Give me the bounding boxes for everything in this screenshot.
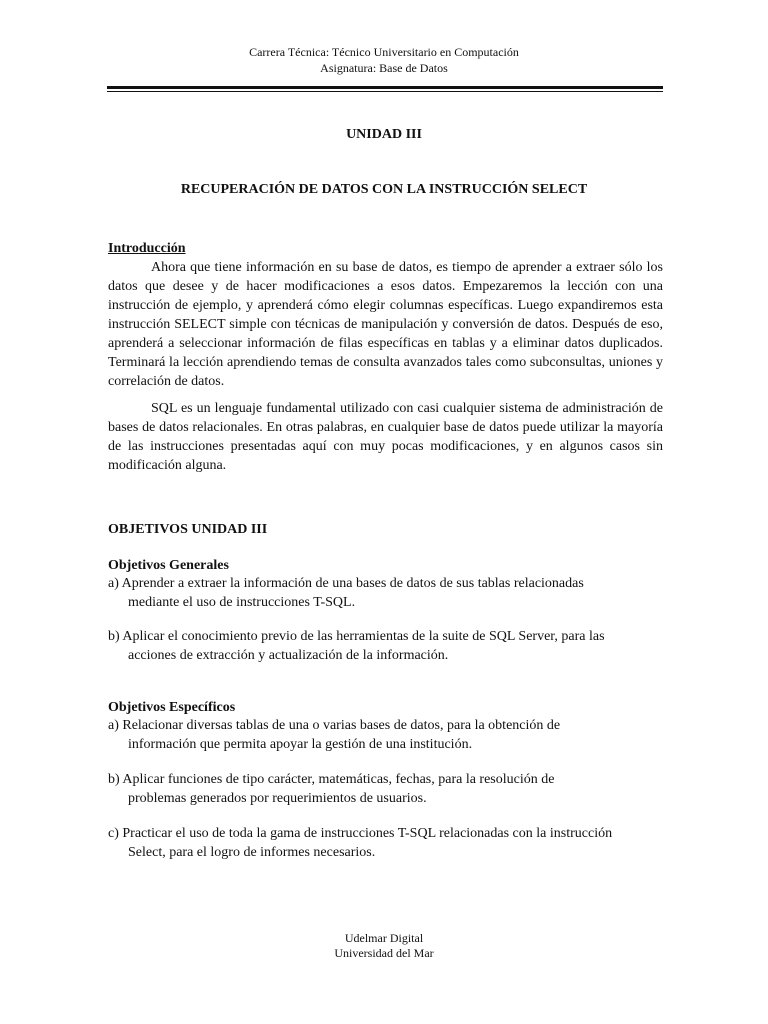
footer-brand: Udelmar Digital bbox=[344, 931, 424, 945]
unit-title: UNIDAD III bbox=[346, 127, 422, 142]
header-rule bbox=[107, 86, 663, 89]
page-header bbox=[0, 44, 768, 76]
objectives-heading: OBJETIVOS UNIDAD III bbox=[108, 522, 268, 537]
header-rule-thin bbox=[107, 91, 663, 92]
general-objective-b: b) Aplicar el conocimiento previo de las herramientas de la suite de SQL Server, para las acciones de extracción y actualización de la información. bbox=[108, 629, 605, 663]
intro-paragraph-2: SQL es un lenguaje fundamental utilizado con casi cualquier sistema de administración de bases de datos relacionales. En otras palabras, en cualquier base de datos puede utilizar la mayoría de las instrucciones presentadas aquí con muy pocas modificaciones, y en algunos casos sin modificación alguna. bbox=[108, 401, 663, 473]
general-objective-a: a) Aprender a extraer la información de una bases de datos de sus tablas relacionadas mediante el uso de instrucciones T-SQL. bbox=[108, 576, 584, 610]
header-subject: Asignatura: Base de Datos bbox=[320, 61, 448, 75]
general-objectives-heading: Objetivos Generales bbox=[108, 558, 229, 573]
footer-university: Universidad del Mar bbox=[334, 946, 434, 960]
main-title: RECUPERACIÓN DE DATOS CON LA INSTRUCCIÓN SELECT bbox=[180, 182, 588, 197]
page-footer bbox=[0, 931, 768, 961]
specific-objective-b: b) Aplicar funciones de tipo carácter, matemáticas, fechas, para la resolución de problemas generados por requerimientos de usuarios. bbox=[108, 772, 555, 806]
header-career: Carrera Técnica: Técnico Universitario en Computación bbox=[249, 45, 519, 59]
intro-section bbox=[108, 239, 663, 475]
specific-objective-a: a) Relacionar diversas tablas de una o varias bases de datos, para la obtención de información que permita apoyar la gestión de una institución. bbox=[108, 718, 561, 752]
specific-objective-c: c) Practicar el uso de toda la gama de instrucciones T-SQL relacionadas con la instrucción Select, para el logro de informes necesarios. bbox=[108, 826, 613, 860]
intro-paragraph-1: Ahora que tiene información en su base de datos, es tiempo de aprender a extraer sólo los datos que desee y de hacer modificaciones a esos datos. Empezaremos la lección con una instrucción de ejemplo, y aprenderá cómo elegir columnas específicas. Luego expandiremos esta instrucción SELECT simple con técnicas de manipulación y conversión de datos. Después de eso, aprenderá a seleccionar información de filas específicas en tablas y a eliminar datos duplicados. Terminará la lección aprendiendo temas de consulta avanzados tales como subconsultas, uniones y correlación de datos. bbox=[108, 260, 663, 389]
intro-heading: Introducción bbox=[108, 241, 186, 256]
specific-objectives-heading: Objetivos Específicos bbox=[108, 700, 236, 715]
